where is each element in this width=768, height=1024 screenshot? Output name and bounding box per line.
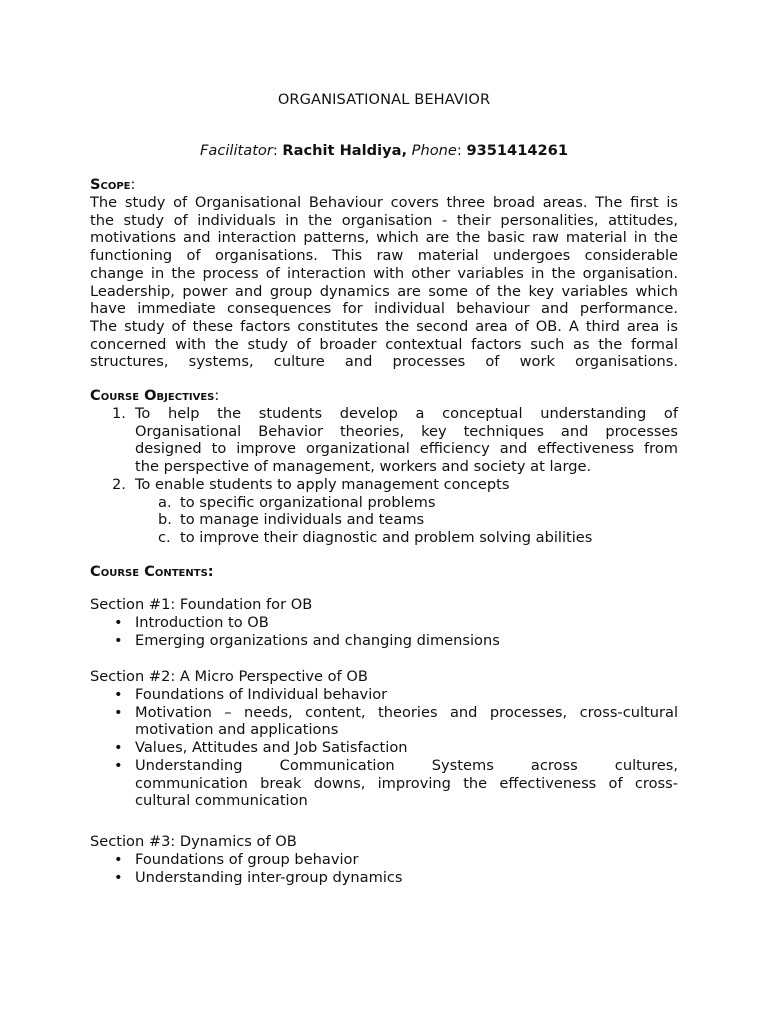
contents-section <box>90 563 678 581</box>
list-item <box>90 686 678 704</box>
subitem-text: to specific organizational problems <box>180 493 436 511</box>
list-item-line: Values, Attitudes and Job Satisfaction <box>135 739 408 757</box>
bullet-icon: • <box>114 868 123 886</box>
list-item-line: Emerging organizations and changing dimensions <box>135 631 500 649</box>
objective-line: Organisational Behavior theories, key techniques and processes <box>135 422 678 440</box>
list-item-line: Understanding inter-group dynamics <box>135 868 403 886</box>
objective-line: To enable students to apply management concepts <box>135 475 510 493</box>
subitem-text: to improve their diagnostic and problem solving abilities <box>180 528 593 546</box>
phone-number: 9351414261 <box>466 142 568 159</box>
objective-number: 1. <box>112 405 126 422</box>
bullet-icon: • <box>114 614 123 631</box>
list-item-line: Motivation – needs, content, theories and processes, cross-cultural <box>135 703 678 721</box>
objective-subitem <box>90 529 678 547</box>
objective-subitem <box>90 511 678 529</box>
facilitator-label: Facilitator <box>200 142 273 159</box>
objective-item <box>90 476 678 494</box>
objectives-section <box>90 387 678 547</box>
scope-paragraph-line: the study of individuals in the organisation - their personalities, attitudes, <box>90 211 678 229</box>
subitem-letter: a. <box>158 493 172 511</box>
scope-paragraph-line: change in the process of interaction with other variables in the organisation. <box>90 264 678 282</box>
scope-paragraph-line: have immediate consequences for individual behaviour and performance. <box>90 300 678 318</box>
list-item-line: communication break downs, improving the effectiveness of cross- <box>135 774 678 792</box>
list-item <box>90 739 678 757</box>
list-item-line: Foundations of group behavior <box>135 851 359 868</box>
list-item <box>90 614 678 632</box>
objective-item <box>90 405 678 476</box>
list-item-line: Foundations of Individual behavior <box>135 686 388 703</box>
list-item <box>90 869 678 887</box>
objective-subitem <box>90 494 678 512</box>
facilitator-line <box>0 141 768 161</box>
scope-heading-text: Scope <box>90 176 131 193</box>
objective-line: To help the students develop a conceptual understanding of <box>135 405 678 422</box>
scope-paragraph-line: structures, systems, culture and processes of work organisations. <box>90 353 678 371</box>
scope-paragraph-line: The study of these factors constitutes the second area of OB. A third area is <box>90 317 678 335</box>
section-3 <box>90 833 678 886</box>
list-item <box>90 632 678 650</box>
objectives-heading <box>90 387 678 405</box>
bullet-icon: • <box>114 851 123 868</box>
document-title: ORGANISATIONAL BEHAVIOR <box>277 91 491 108</box>
section-2 <box>90 668 678 810</box>
bullet-icon: • <box>114 739 123 757</box>
bullet-icon: • <box>114 703 123 721</box>
scope-paragraph-line: The study of Organisational Behaviour covers three broad areas. The first is <box>90 194 678 211</box>
phone-label: Phone <box>411 142 457 159</box>
subitem-letter: c. <box>158 528 171 546</box>
scope-paragraph-line: motivations and interaction patterns, which are the basic raw material in the <box>90 229 678 247</box>
objective-line: the perspective of management, workers and society at large. <box>135 458 592 476</box>
contents-heading: Course Contents: <box>90 563 214 580</box>
list-item-line: Introduction to OB <box>135 614 269 631</box>
list-item <box>90 704 678 739</box>
section-title: Section #3: Dynamics of OB <box>90 833 297 850</box>
scope-heading <box>90 176 678 194</box>
list-item <box>90 757 678 810</box>
bullet-icon: • <box>114 631 123 649</box>
objectives-heading-colon: : <box>214 387 220 404</box>
scope-paragraph-line: Leadership, power and group dynamics are some of the key variables which <box>90 282 678 300</box>
objective-number: 2. <box>112 475 126 493</box>
bullet-icon: • <box>114 756 123 774</box>
bullet-icon: • <box>114 686 123 703</box>
list-item-line: cultural communication <box>135 792 308 810</box>
section-title: Section #2: A Micro Perspective of OB <box>90 668 368 685</box>
section-title: Section #1: Foundation for OB <box>90 596 313 613</box>
scope-paragraph-line: functioning of organisations. This raw material undergoes considerable <box>90 247 678 265</box>
facilitator-name: Rachit Haldiya, <box>282 142 408 159</box>
section-1 <box>90 596 678 649</box>
list-item-line: motivation and applications <box>135 721 339 739</box>
list-item <box>90 851 678 869</box>
scope-heading-colon: : <box>130 176 136 193</box>
objectives-heading-text: Course Objectives <box>90 387 215 404</box>
scope-paragraph-line: concerned with the study of broader contextual factors such as the formal <box>90 335 678 353</box>
subitem-text: to manage individuals and teams <box>180 511 425 529</box>
list-item-line: Understanding Communication Systems across cultures, <box>135 756 678 774</box>
phone-separator: : <box>456 142 467 159</box>
objective-line: designed to improve organizational efficiency and effectiveness from <box>135 440 678 458</box>
subitem-letter: b. <box>158 511 172 529</box>
scope-section <box>90 176 678 371</box>
facilitator-separator: : <box>272 142 283 159</box>
